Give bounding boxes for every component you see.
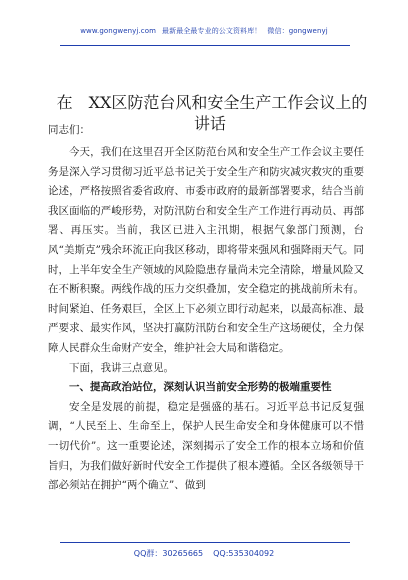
header-wechat: 微信：gongwenyj	[267, 27, 328, 35]
footer-qq-group: QQ群：30265665	[133, 549, 204, 558]
title-line-1: 在 XX区防范台风和安全生产工作会议上的	[56, 93, 368, 112]
body-paragraph: 安全是发展的前提，稳定是强盛的基石。习近平总书记反复强调，“人民至上、生命至上，保护人民生命安全和身体健康可以不惜一切代价”。这一重要论述，深刻揭示了安全工作的根本立场和价值旨归，为我们做好新时代安全工作提供了根本遵循。全区各级领导干部必须站在拥护“两个确立”、做到	[48, 400, 364, 492]
body-paragraph: 今天，我们在这里召开全区防范台风和安全生产工作会议主要任务是深入学习贯彻习近平总书记关于安全生产和防灾减灾救灾的重要论述，严格按照省委省政府、市委市政府的最新部署要求，结合当前我区面临的严峻形势，对防汛防台和安全生产工作进行再动员、再部署、再压实。当前，我区已进入主汛期，根据气象部门预测，台风“美斯克”残余环流正向我区移动，即将带来强风和强降雨天气。同时，上半年安全生产领域的风险隐患存量尚未完全清除，增量风险又在不断积聚。两线作战的压力交织叠加，安全稳定的挑战前所未有。时间紧迫、任务艰巨，全区上下必须立即行动起来，以最高标准、最严要求、最实作风，坚决打赢防汛防台和安全生产这场硬仗，全力保障人民群众生命财产安全，维护社会大局和谐稳定。	[48, 146, 364, 354]
salutation: 同志们：	[48, 124, 90, 136]
page-footer	[0, 548, 408, 559]
document-title	[40, 92, 380, 134]
title-line-2: 讲话	[193, 114, 226, 133]
header-site-url[interactable]: www.gongwenyj.com	[80, 27, 156, 35]
section-heading: 一、提高政治站位，深刻认识当前安全形势的极端重要性	[69, 381, 332, 394]
header-tagline: 最新最全最专业的公文资料库！	[162, 27, 262, 35]
page-header	[0, 26, 408, 36]
footer-divider	[60, 542, 350, 543]
body-paragraph: 下面，我讲三点意见。	[69, 361, 174, 374]
header-divider	[60, 45, 350, 46]
document-body	[48, 143, 364, 496]
footer-qq: QQ:535304092	[213, 549, 275, 558]
